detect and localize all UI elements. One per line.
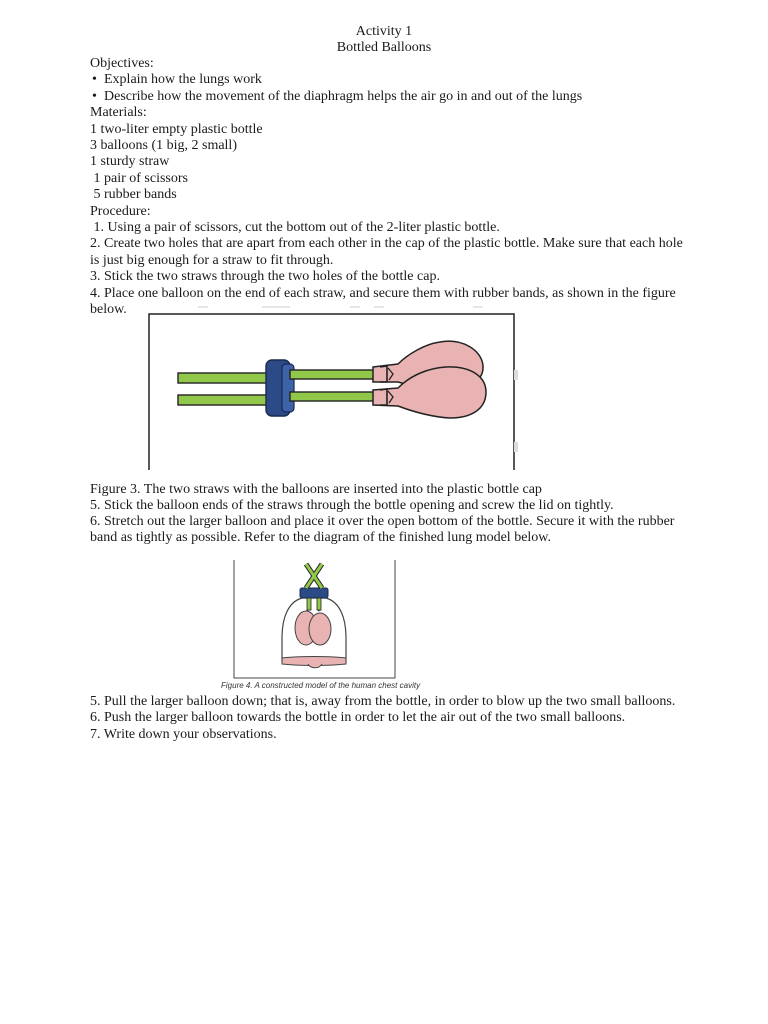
- procedure-line: below.: [90, 302, 127, 317]
- procedure-line: 6. Stretch out the larger balloon and place it over the open bottom of the bottle. Secure it with the rubber: [90, 514, 675, 529]
- straw-left-lower: [178, 395, 270, 405]
- figure-3-straws-balloons-diagram: [140, 304, 525, 474]
- materials-heading: Materials:: [90, 105, 147, 120]
- procedure-line: 5. Pull the larger balloon down; that is, away from the bottle, in order to blow up the two small balloons.: [90, 694, 676, 709]
- procedure-line: 5. Stick the balloon ends of the straws through the bottle opening and screw the lid on tightly.: [90, 498, 614, 513]
- material-item: 1 pair of scissors: [90, 171, 188, 186]
- straw-right-upper: [290, 370, 374, 379]
- objective-item: • Explain how the lungs work: [90, 72, 262, 88]
- inner-straw-left: [307, 598, 311, 610]
- procedure-line: is just big enough for a straw to fit through.: [90, 253, 334, 268]
- procedure-line: 4. Place one balloon on the end of each straw, and secure them with rubber bands, as shown in the figure: [90, 286, 676, 301]
- procedure-line: 7. Write down your observations.: [90, 727, 277, 742]
- page-title: Bottled Balloons: [336, 40, 432, 55]
- straw-left-upper: [178, 373, 270, 383]
- procedure-heading: Procedure:: [90, 204, 151, 219]
- straw-right-lower: [290, 392, 374, 401]
- frame-mark: [514, 442, 518, 452]
- objective-item: • Describe how the movement of the diaphragm helps the air go in and out of the lungs: [90, 89, 582, 105]
- procedure-line: 2. Create two holes that are apart from each other in the cap of the plastic bottle. Make sure that each hole: [90, 236, 683, 251]
- procedure-line: 6. Push the larger balloon towards the bottle in order to let the air out of the two small balloons.: [90, 710, 626, 725]
- procedure-line: band as tightly as possible. Refer to the diagram of the finished lung model below.: [90, 530, 551, 545]
- material-item: 1 sturdy straw: [90, 154, 170, 169]
- procedure-line: 1. Using a pair of scissors, cut the bottom out of the 2-liter plastic bottle.: [90, 220, 500, 235]
- figure-4-caption: Figure 4. A constructed model of the human chest cavity: [221, 681, 421, 690]
- objectives-heading: Objectives:: [90, 56, 154, 71]
- lung-balloon-right: [309, 613, 331, 645]
- material-item: 5 rubber bands: [90, 187, 177, 202]
- activity-number: Activity 1: [355, 24, 413, 39]
- procedure-line: 3. Stick the two straws through the two holes of the bottle cap.: [90, 269, 440, 284]
- figure-3-caption: Figure 3. The two straws with the balloons are inserted into the plastic bottle cap: [90, 482, 542, 497]
- diaphragm-knot: [308, 664, 322, 668]
- material-item: 1 two-liter empty plastic bottle: [90, 122, 263, 137]
- bottle-cap: [300, 588, 328, 598]
- material-item: 3 balloons (1 big, 2 small): [90, 138, 237, 153]
- inner-straw-right: [317, 598, 321, 610]
- frame-mark: [514, 370, 518, 380]
- figure-4-chest-cavity-model: [228, 558, 436, 682]
